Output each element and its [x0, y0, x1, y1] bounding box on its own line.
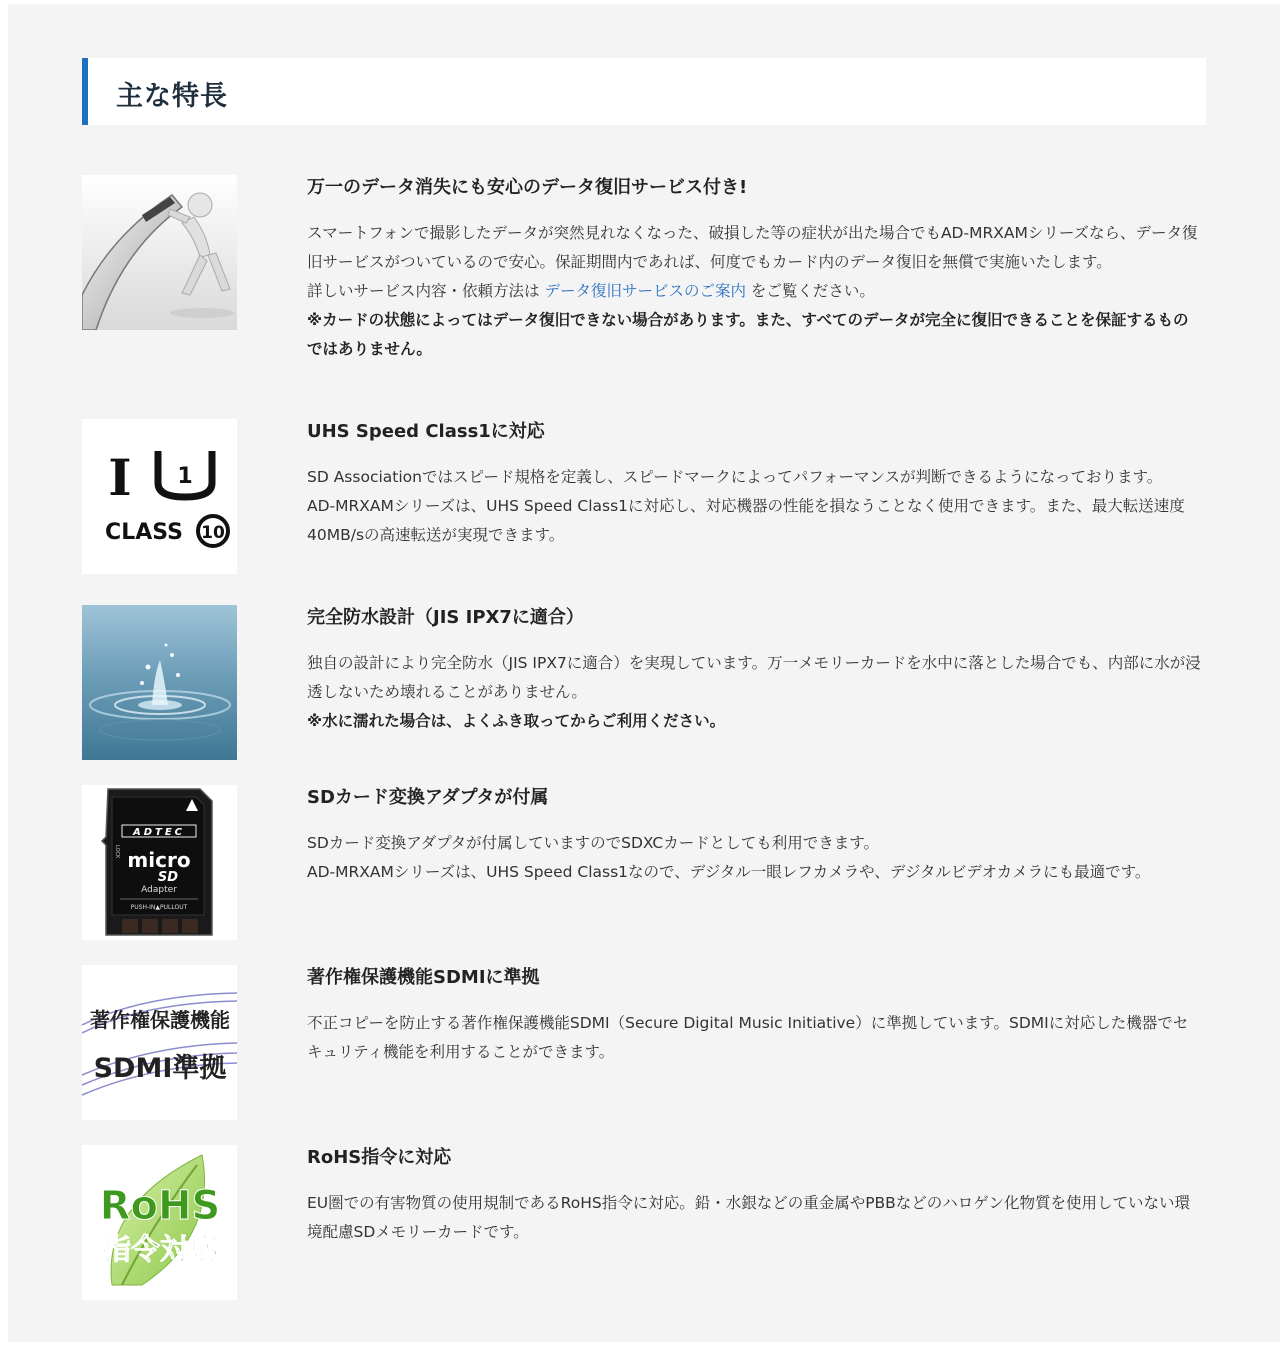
detail-text-after: をご覧ください。 — [750, 282, 875, 300]
rohs-logo-line2: 指令対応 — [101, 1232, 219, 1266]
feature-description: 不正コピーを防止する著作権保護機能SDMI（Secure Digital Music Initiative）に準拠しています。SDMIに対応した機器でセキュリティ機能を利用することができます。 — [307, 1014, 1189, 1061]
feature-title: SDカード変換アダプタが付属 — [307, 787, 549, 808]
rohs-logo — [82, 1145, 237, 1300]
figure-pushing-phone-image — [82, 175, 237, 330]
water-splash-image — [82, 605, 237, 760]
feature-description-2: AD-MRXAMシリーズは、UHS Speed Class1なので、デジタル一眼レフカメラや、デジタルビデオカメラにも最適です。 — [307, 863, 1151, 881]
feature-note: ※水に濡れた場合は、よくふき取ってからご利用ください。 — [307, 712, 726, 730]
feature-description: EU圏での有害物質の使用規制であるRoHS指令に対応。鉛・水銀などの重金属やPBBなどのハロゲン化物質を使用していない環境配慮SDメモリーカードです。 — [307, 1194, 1190, 1241]
feature-description: スマートフォンで撮影したデータが突然見れなくなった、破損した等の症状が出た場合でもAD-MRXAMシリーズなら、データ復旧サービスがついているので安心。保証期間内であれば、何度でもカード内のデータ復旧を無償で実施いたします。 — [307, 224, 1198, 271]
feature-title: 完全防水設計（JIS IPX7に適合） — [307, 607, 584, 628]
adapter-footer-text: PUSH-IN▲PULLOUT — [130, 904, 188, 911]
adapter-label-text: Adapter — [141, 885, 177, 895]
feature-description: 独自の設計により完全防水（JIS IPX7に適合）を実現しています。万一メモリーカードを水中に落とした場合でも、内部に水が浸透しないため壊れることがありません。 — [307, 654, 1201, 701]
data-recovery-service-link[interactable]: データ復旧サービスのご案内 — [544, 282, 746, 300]
adapter-sd-text: SD — [157, 870, 179, 885]
section-title: 主な特長 — [116, 81, 228, 112]
sdmi-logo — [82, 965, 237, 1120]
feature-detail-line — [307, 277, 1202, 306]
feature-description-2: AD-MRXAMシリーズは、UHS Speed Class1に対応し、対応機器の性能を損なうことなく使用できます。また、最大転送速度40MB/sの高速転送が実現できます。 — [307, 497, 1185, 544]
feature-description: SDカード変換アダプタが付属していますのでSDXCカードとしても利用できます。 — [307, 834, 879, 852]
adapter-brand: ADTEC — [132, 827, 186, 838]
class-text: CLASS — [105, 520, 183, 545]
rohs-logo-line1: RoHS — [99, 1183, 221, 1229]
features-panel — [8, 4, 1280, 1342]
sdmi-logo-line2: SDMI準拠 — [93, 1053, 227, 1084]
section-heading — [82, 58, 1206, 125]
sd-adapter-image — [82, 785, 237, 940]
uhs-class10-logo — [82, 419, 237, 574]
feature-description: SD Associationではスピード規格を定義し、スピードマークによってパフォーマンスが判断できるようになっております。 — [307, 468, 1163, 486]
feature-note: ※カードの状態によってはデータ復旧できない場合があります。また、すべてのデータが完全に復旧できることを保証するものではありません。 — [307, 311, 1189, 358]
uhs-u-number: 1 — [177, 464, 193, 489]
feature-title: UHS Speed Class1に対応 — [307, 421, 545, 442]
detail-text-before: 詳しいサービス内容・依頼方法は — [307, 282, 540, 300]
class-number: 10 — [201, 523, 225, 543]
feature-title: 著作権保護機能SDMIに準拠 — [307, 967, 540, 988]
uhs-roman-numeral: I — [108, 448, 132, 507]
adapter-micro-text: micro — [127, 848, 191, 872]
adapter-lock-label: LOCK — [114, 845, 120, 859]
feature-title: 万一のデータ消失にも安心のデータ復旧サービス付き! — [307, 177, 748, 198]
sdmi-logo-line1: 著作権保護機能 — [90, 1008, 230, 1032]
feature-title: RoHS指令に対応 — [307, 1147, 452, 1168]
